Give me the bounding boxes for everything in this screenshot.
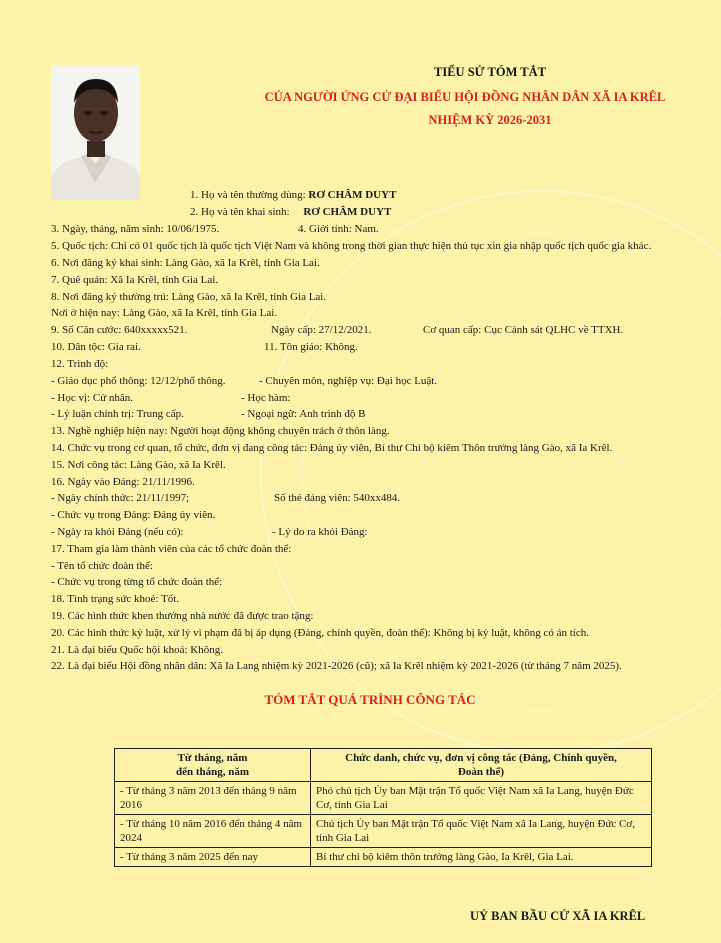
candidate-portrait-photo: [51, 65, 140, 200]
field-organization-name: - Tên tổ chức đoàn thể:: [51, 560, 153, 572]
field-disciplinary: 20. Các hình thức kỷ luật, xử lý vi phạm đã bị áp dụng (Đảng, chính quyền, đoàn thể): Không bị kỷ luật, không có án tích.: [51, 627, 589, 639]
field-party-official-date: - Ngày chính thức: 21/11/1997;: [51, 492, 190, 504]
field-education-heading: 12. Trình độ:: [51, 358, 109, 370]
field-party-leave-date: - Ngày ra khỏi Đảng (nếu có):: [51, 526, 184, 538]
field-current-residence: Nơi ở hiện nay: Làng Gào, xã Ia Krêl, tỉnh Gia Lai.: [51, 307, 278, 319]
column-header-position: Chức danh, chức vụ, đơn vị công tác (Đảng, Chính quyền, Đoàn thể): [311, 749, 652, 782]
election-committee-signature: UỶ BAN BẦU CỬ XÃ IA KRÊL: [470, 909, 646, 923]
field-party-card-number: Số thẻ đảng viên: 540xx484.: [274, 492, 401, 504]
position-cell: Chủ tịch Ủy ban Mặt trận Tổ quốc Việt Nam xã Ia Lang, huyện Đức Cơ, tỉnh Gia Lai: [311, 815, 652, 848]
position-cell: Phó chủ tịch Ủy ban Mặt trận Tổ quốc Việt Nam xã Ia Lang, huyện Đức Cơ, tỉnh Gia Lai: [311, 782, 652, 815]
field-permanent-residence: 8. Nơi đăng ký thường trú: Làng Gào, xã Ia Krêl, tỉnh Gia Lai.: [51, 291, 327, 303]
field-awards: 19. Các hình thức khen thưởng nhà nước đã được trao tặng:: [51, 610, 314, 622]
field-political-theory: - Lý luận chính trị: Trung cấp.: [51, 408, 184, 420]
career-section-title: TÓM TẮT QUÁ TRÌNH CÔNG TÁC: [264, 692, 476, 707]
term-title: NHIỆM KỲ 2026-2031: [428, 113, 552, 127]
field-occupation: 13. Nghề nghiệp hiện nay: Người hoạt động không chuyên trách ở thôn làng.: [51, 425, 390, 437]
field-id-issuer: Cơ quan cấp: Cục Cảnh sát QLHC về TTXH.: [423, 324, 624, 336]
period-cell: - Từ tháng 3 năm 2025 đến nay: [115, 848, 311, 867]
field-hometown: 7. Quê quán: Xã Ia Krêl, tỉnh Gia Lai.: [51, 274, 219, 286]
field-id-issue-date: Ngày cấp: 27/12/2021.: [271, 324, 372, 336]
field-general-education: - Giáo dục phổ thông: 12/12/phổ thông.: [51, 375, 226, 387]
document-title: TIỂU SỬ TÓM TẮT: [434, 65, 546, 79]
period-cell: - Từ tháng 3 năm 2013 đến tháng 9 năm 2016: [115, 782, 311, 815]
field-foreign-language: - Ngoại ngữ: Anh trình độ B: [241, 408, 366, 420]
career-table-header: [115, 749, 652, 782]
field-organization-position: - Chức vụ trong từng tổ chức đoàn thể:: [51, 576, 223, 588]
field-birth-registration: 6. Nơi đăng ký khai sinh: Làng Gào, xã Ia Krêl, tỉnh Gia Lai.: [51, 257, 320, 269]
field-health: 18. Tình trạng sức khoẻ: Tốt.: [51, 593, 180, 605]
field-peoples-council: 22. Là đại biểu Hội đồng nhân dân: Xã Ia Lang nhiệm kỳ 2021-2026 (cũ); xã Ia Krêl nhiệm kỳ 2021-2026 (từ tháng 7 năm 2025).: [51, 660, 622, 672]
table-row: [115, 815, 652, 848]
field-current-position: 14. Chức vụ trong cơ quan, tổ chức, đơn vị đang công tác: Đảng ủy viên, Bí thư Chi bộ kiêm Thôn trưởng làng Gào, xã Ia Krêl.: [51, 442, 613, 454]
field-party-position: - Chức vụ trong Đảng: Đảng ủy viên.: [51, 509, 216, 521]
field-organizations: 17. Tham gia làm thành viên của các tổ chức đoàn thể:: [51, 543, 292, 555]
period-cell: - Từ tháng 10 năm 2016 đến tháng 4 năm 2024: [115, 815, 311, 848]
field-workplace: 15. Nơi công tác: Làng Gào, xã Ia Krêl.: [51, 459, 226, 471]
field-academic-title: - Học hàm:: [241, 392, 291, 404]
document-subtitle: CỦA NGƯỜI ỨNG CỬ ĐẠI BIỂU HỘI ĐỒNG NHÂN DÂN XÃ IA KRÊL: [264, 90, 666, 104]
field-birth-date: 3. Ngày, tháng, năm sinh: 10/06/1975.: [51, 223, 220, 235]
field-common-name: 1. Họ và tên thường dùng: RƠ CHÂM DUYT: [190, 189, 397, 201]
field-party-join-date: 16. Ngày vào Đảng: 21/11/1996.: [51, 476, 195, 488]
field-ethnicity: 10. Dân tộc: Gia rai.: [51, 341, 141, 353]
field-religion: 11. Tôn giáo: Không.: [264, 341, 358, 353]
table-row: [115, 782, 652, 815]
field-national-assembly: 21. Là đại biểu Quốc hội khoá: Không.: [51, 644, 223, 656]
field-party-leave-reason: - Lý do ra khỏi Đảng:: [272, 526, 368, 538]
field-degree: - Học vị: Cử nhân.: [51, 392, 134, 404]
field-id-number: 9. Số Căn cước: 640xxxxx521.: [51, 324, 188, 336]
field-professional-qualification: - Chuyên môn, nghiệp vụ: Đại học Luật.: [259, 375, 438, 387]
position-cell: Bí thư chi bộ kiêm thôn trưởng làng Gào, Ia Krêl, Gia Lai.: [311, 848, 652, 867]
table-row: [115, 848, 652, 867]
field-gender: 4. Giới tính: Nam.: [298, 223, 379, 235]
field-birth-name: 2. Họ và tên khai sinh: RƠ CHÂM DUYT: [190, 206, 392, 218]
field-nationality: 5. Quốc tịch: Chỉ có 01 quốc tịch là quốc tịch Việt Nam và không trong thời gian thực hiện thủ tục xin gia nhập quốc tịch quốc gia khác.: [51, 240, 652, 252]
career-table: [114, 748, 652, 867]
column-header-period: Từ tháng, năm đến tháng, năm: [115, 749, 311, 782]
